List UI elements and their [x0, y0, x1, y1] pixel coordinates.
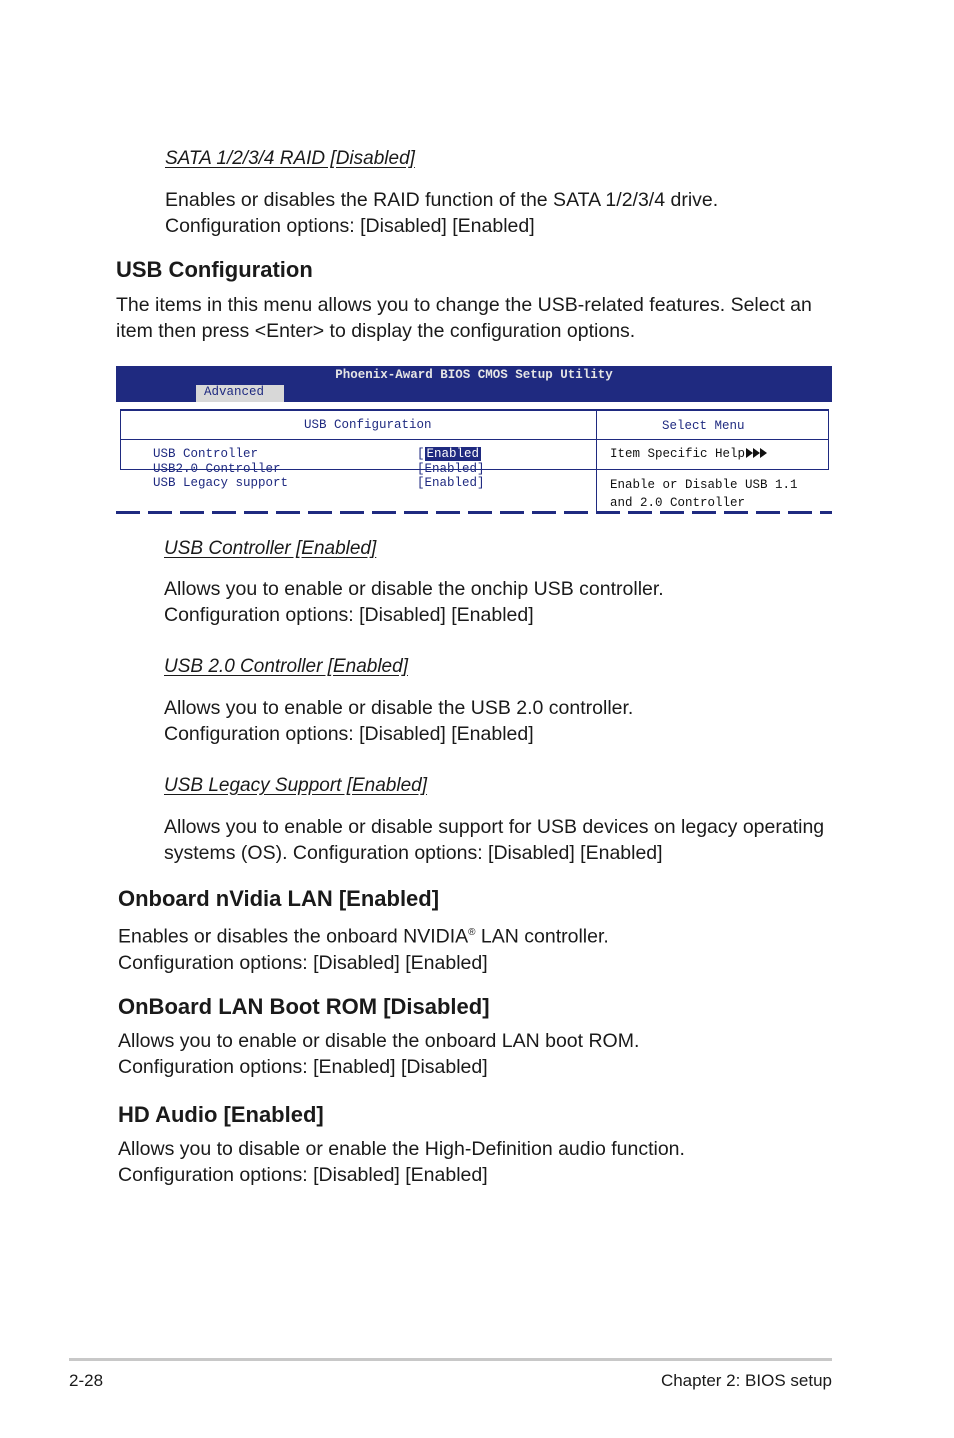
hd-audio-description	[118, 1136, 685, 1188]
bios-help-line2: and 2.0 Controller	[610, 496, 746, 510]
usb-controller-description	[164, 576, 664, 628]
bios-item-usb-legacy[interactable]: USB Legacy support	[153, 476, 289, 490]
usb-configuration-line2: item then press <Enter> to display the configuration options.	[116, 320, 636, 342]
bios-tab-advanced[interactable]	[196, 385, 284, 402]
bios-value-usb2-controller[interactable]: [Enabled]	[417, 462, 485, 476]
usb-controller-line2: Configuration options: [Disabled] [Enabled]	[164, 604, 534, 626]
nvidia-lan-line2: Configuration options: [Disabled] [Enabled]	[118, 951, 488, 974]
hd-audio-line2: Configuration options: [Disabled] [Enabled]	[118, 1164, 488, 1186]
bios-help-heading	[610, 447, 768, 461]
nvidia-lan-line1	[118, 920, 609, 950]
usb-configuration-description	[116, 292, 812, 344]
footer-rule	[69, 1358, 832, 1361]
nvidia-lan-heading: Onboard nVidia LAN [Enabled]	[118, 886, 440, 911]
usb2-controller-line1: Allows you to enable or disable the USB 2.0 controller.	[164, 697, 634, 719]
usb-legacy-line2: systems (OS). Configuration options: [Disabled] [Enabled]	[164, 842, 663, 864]
sata-raid-heading: SATA 1/2/3/4 RAID [Disabled]	[165, 148, 415, 169]
usb-legacy-heading: USB Legacy Support [Enabled]	[164, 775, 428, 796]
lan-boot-rom-line2: Configuration options: [Enabled] [Disabled]	[118, 1056, 488, 1078]
lan-boot-rom-heading: OnBoard LAN Boot ROM [Disabled]	[118, 994, 490, 1019]
usb2-controller-heading: USB 2.0 Controller [Enabled]	[164, 656, 408, 677]
usb2-controller-description	[164, 695, 633, 747]
footer-chapter: Chapter 2: BIOS setup	[660, 1371, 832, 1390]
usb-legacy-description	[164, 814, 824, 866]
lan-boot-rom-line1: Allows you to enable or disable the onboard LAN boot ROM.	[118, 1030, 640, 1052]
bios-panel-divider	[596, 411, 597, 512]
nvidia-lan-line1-b: LAN controller.	[475, 925, 609, 948]
nvidia-lan-description	[118, 920, 609, 976]
bios-panel	[120, 409, 829, 510]
usb-legacy-line1: Allows you to enable or disable support for USB devices on legacy operating	[164, 816, 825, 838]
triple-arrow-icon	[746, 448, 768, 458]
bios-title-bar	[116, 366, 832, 385]
bios-tab-label: Advanced	[204, 385, 265, 399]
bios-bottom-dashed-border	[116, 511, 832, 514]
lan-boot-rom-description	[118, 1028, 639, 1080]
nvidia-lan-line1-a: Enables or disables the onboard NVIDIA	[118, 925, 469, 948]
usb2-controller-line2: Configuration options: [Disabled] [Enabled]	[164, 723, 534, 745]
bios-help-line1: Enable or Disable USB 1.1	[610, 478, 798, 492]
bios-help-title: Select Menu	[662, 419, 745, 433]
hd-audio-heading: HD Audio [Enabled]	[118, 1102, 324, 1127]
bios-item-usb2-controller[interactable]: USB2.0 Controller	[153, 462, 281, 476]
usb-controller-line1: Allows you to enable or disable the onchip USB controller.	[164, 578, 664, 600]
usb-configuration-line1: The items in this menu allows you to change the USB-related features. Select an	[116, 294, 812, 316]
sata-raid-line2: Configuration options: [Disabled] [Enabled]	[165, 215, 535, 237]
usb-configuration-heading: USB Configuration	[116, 257, 313, 282]
registered-mark: ®	[468, 927, 476, 938]
bios-title: Phoenix-Award BIOS CMOS Setup Utility	[335, 368, 613, 382]
hd-audio-line1: Allows you to disable or enable the High-Definition audio function.	[118, 1138, 685, 1160]
bios-panel-title: USB Configuration	[304, 418, 432, 432]
usb-controller-heading: USB Controller [Enabled]	[164, 538, 377, 559]
bios-item-usb-controller[interactable]: USB Controller	[153, 447, 259, 461]
sata-raid-line1: Enables or disables the RAID function of the SATA 1/2/3/4 drive.	[165, 189, 719, 211]
bios-help-heading-text: Item Specific Help	[610, 447, 746, 461]
sata-raid-description	[165, 187, 718, 239]
bios-value-usb-legacy[interactable]: [Enabled]	[417, 476, 485, 490]
bios-value-usb-controller-selected: Enabled	[426, 447, 480, 461]
bios-value-usb-controller[interactable]: [ Enabled	[417, 447, 480, 461]
bios-screenshot	[116, 366, 832, 516]
footer-page-number: 2-28	[69, 1371, 104, 1390]
